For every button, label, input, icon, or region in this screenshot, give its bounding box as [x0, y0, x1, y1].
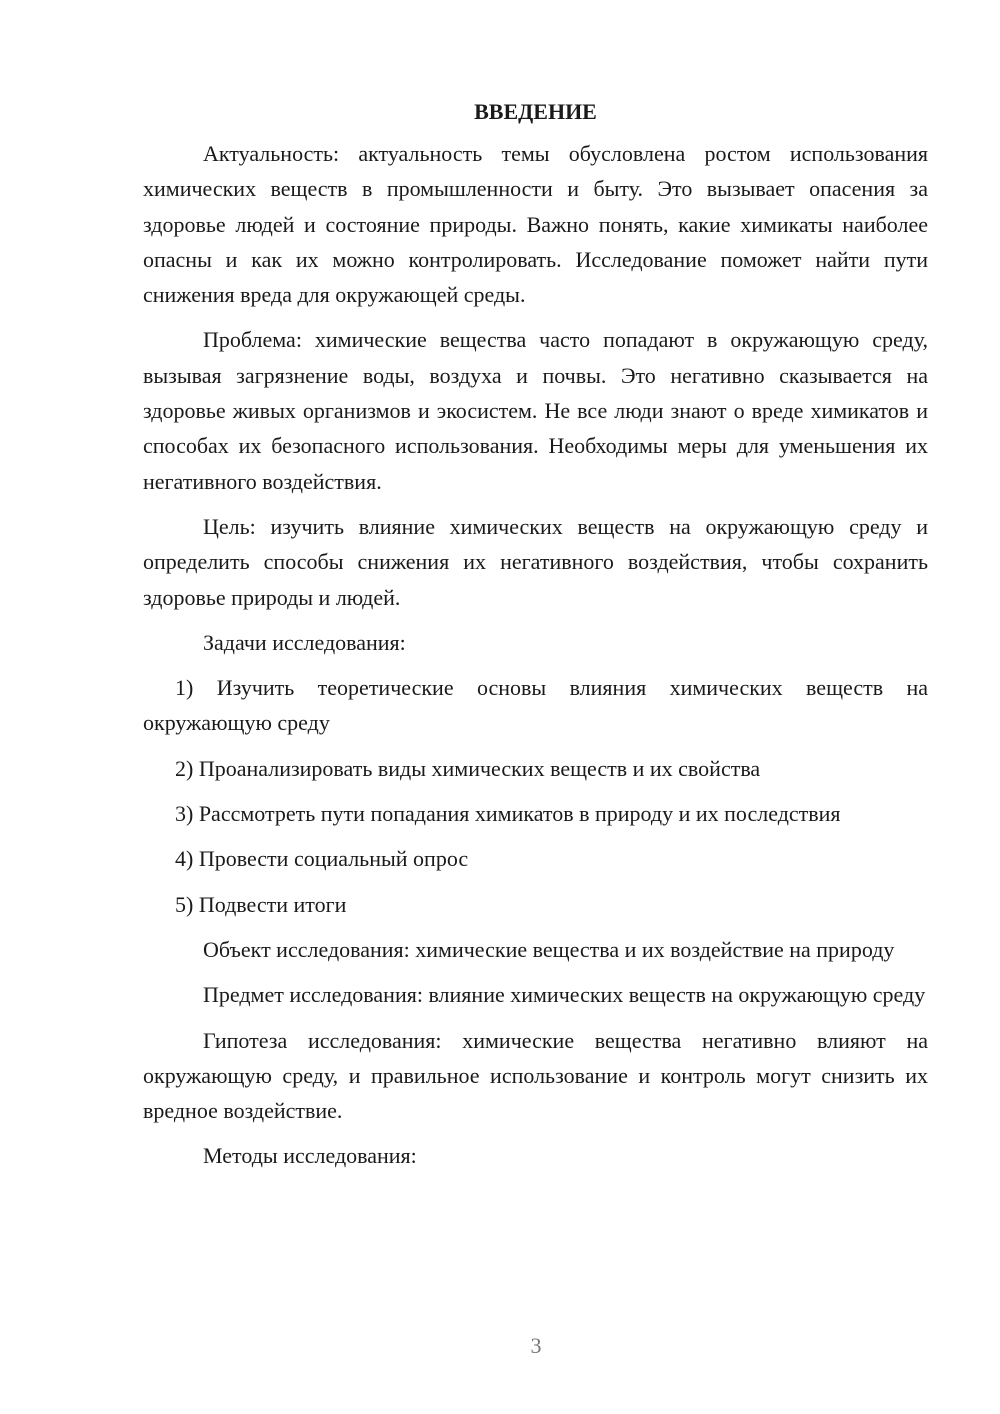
- paragraph-hypothesis: Гипотеза исследования: химические вещества негативно влияют на окружающую среду, и правильное использование и контроль могут снизить их вредное воздействие.: [143, 1027, 928, 1124]
- paragraph-goal: Цель: изучить влияние химических веществ на окружающую среду и определить способы снижения их негативного воздействия, чтобы сохранить здоровье природы и людей.: [143, 513, 928, 610]
- paragraph-relevance: Актуальность: актуальность темы обусловлена ростом использования химических веществ в промышленности и быту. Это вызывает опасения за здоровье людей и состояние природы. Важно понять, какие химикаты наиболее опасны и как их можно контролировать. Исследование поможет найти пути снижения вреда для окружающей среды.: [143, 141, 928, 308]
- paragraph-methods: Методы исследования:: [203, 1143, 417, 1169]
- task-item: 2) Проанализировать виды химических веществ и их свойства: [175, 755, 761, 781]
- page-number: 3: [530, 1333, 542, 1358]
- paragraph-subject: Предмет исследования: влияние химических веществ на окружающую среду: [203, 982, 926, 1008]
- paragraph-tasks-heading: Задачи исследования:: [203, 629, 406, 655]
- section-title: ВВЕДЕНИЕ: [474, 99, 597, 124]
- task-item: 1) Изучить теоретические основы влияния химических веществ на окружающую среду: [143, 675, 928, 736]
- document-page: [143, 94, 928, 1184]
- task-item: 4) Провести социальный опрос: [175, 846, 469, 872]
- task-item: 5) Подвести итоги: [175, 891, 347, 917]
- paragraph-object: Объект исследования: химические вещества и их воздействие на природу: [203, 936, 895, 962]
- paragraph-problem: Проблема: химические вещества часто попадают в окружающую среду, вызывая загрязнение воды, воздуха и почвы. Это негативно сказывается на здоровье живых организмов и экосистем. Не все люди знают о вреде химикатов и способах их безопасного использования. Необходимы меры для уменьшения их негативного воздействия.: [143, 327, 928, 494]
- task-item: 3) Рассмотреть пути попадания химикатов в природу и их последствия: [175, 801, 841, 827]
